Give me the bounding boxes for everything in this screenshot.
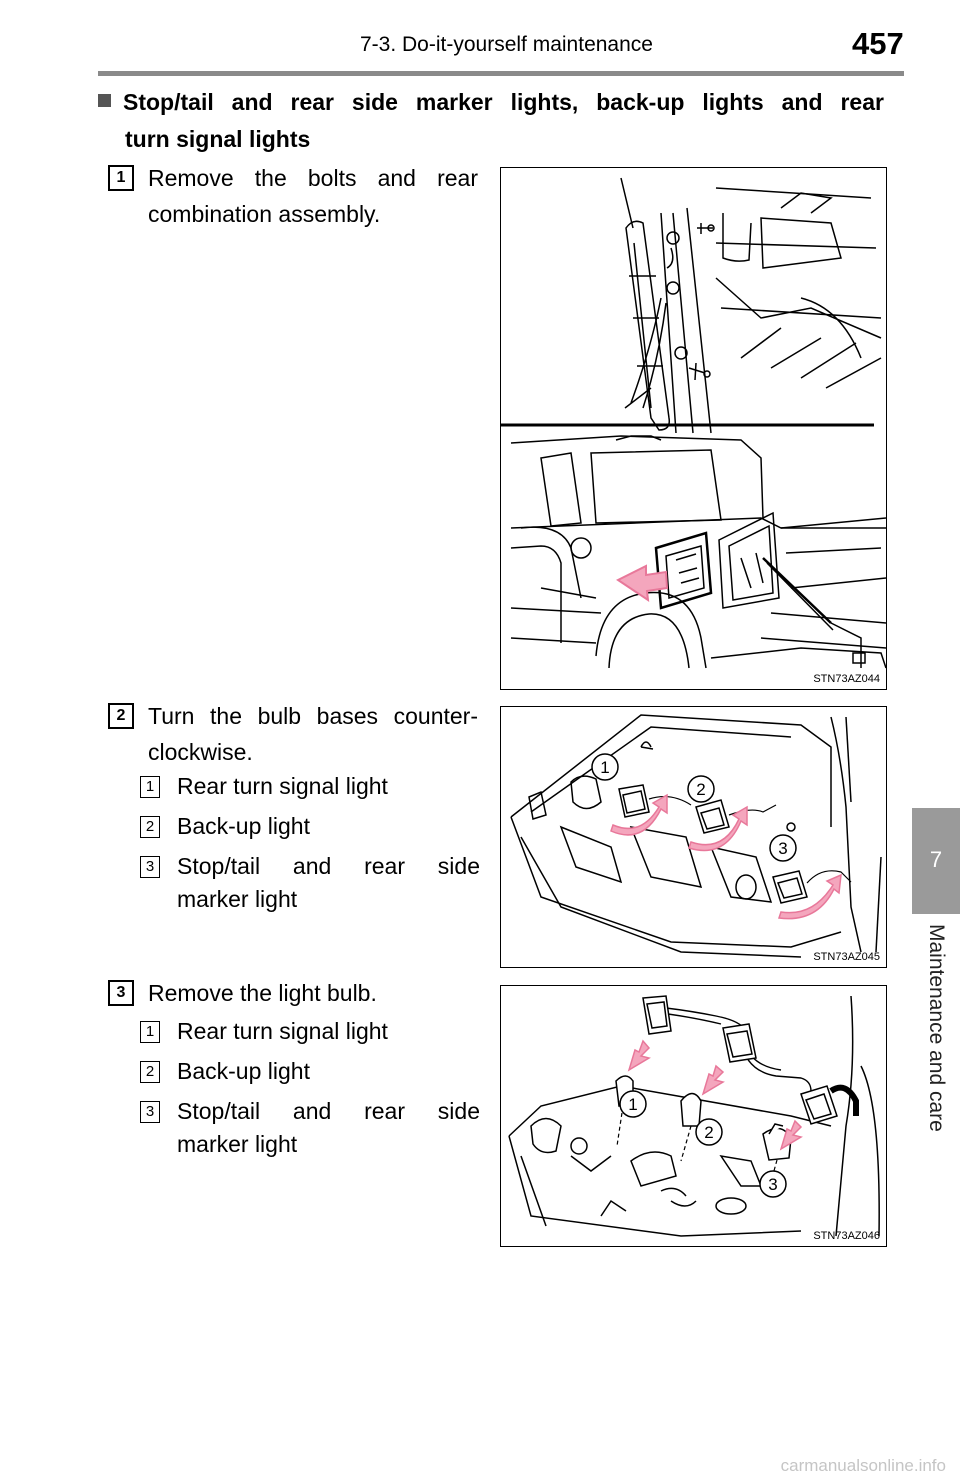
list-item: 2 Back-up light xyxy=(140,810,480,843)
chapter-label-text: Maintenance and care xyxy=(925,924,948,1132)
bulb-base-illustration xyxy=(501,707,886,967)
heading-word: rear xyxy=(290,89,334,115)
list-item: 3 Stop/tail and rear side marker light xyxy=(140,1095,480,1161)
figure-step-1 xyxy=(500,167,887,690)
step-number-badge: 1 xyxy=(108,165,134,191)
heading-word: marker xyxy=(415,89,493,115)
bulb-removal-illustration xyxy=(501,986,886,1246)
page-number: 457 xyxy=(852,26,904,61)
section-heading xyxy=(98,84,884,158)
tail-light-removal-illustration xyxy=(501,168,886,689)
figure-step-2 xyxy=(500,706,887,968)
figure-callout: 1 xyxy=(600,758,610,777)
heading-word: Stop/tail xyxy=(123,89,214,115)
step-number-badge: 3 xyxy=(108,980,134,1006)
heading-word: and xyxy=(781,89,823,115)
figure-callout: 2 xyxy=(696,780,706,799)
heading-line-2: turn signal lights xyxy=(125,126,311,152)
figure-callout: 1 xyxy=(628,1095,638,1114)
list-item: 3 Stop/tail and rear side marker light xyxy=(140,850,480,916)
footer-watermark: carmanualsonline.info xyxy=(780,1456,946,1475)
chapter-tab xyxy=(912,808,960,914)
list-item: 2 Back-up light xyxy=(140,1055,480,1088)
figure-code: STN73AZ044 xyxy=(813,673,880,685)
figure-code: STN73AZ045 xyxy=(813,951,880,963)
square-bullet-icon xyxy=(98,94,111,107)
chapter-label xyxy=(912,924,960,1164)
figure-callout: 3 xyxy=(778,839,788,858)
list-item: 1 Rear turn signal light xyxy=(140,770,480,803)
heading-line-1 xyxy=(98,84,884,121)
header-rule xyxy=(98,71,904,76)
step-3-text: Remove the light bulb. xyxy=(148,980,377,1006)
heading-word: lights, xyxy=(510,89,579,115)
figure-code: STN73AZ046 xyxy=(813,1230,880,1242)
section-title: 7-3. Do-it-yourself maintenance xyxy=(360,33,653,56)
heading-word: back-up xyxy=(596,89,685,115)
heading-word: rear xyxy=(840,89,884,115)
chapter-number: 7 xyxy=(929,847,943,872)
heading-word: lights xyxy=(702,89,764,115)
figure-step-3 xyxy=(500,985,887,1247)
list-item: 1 Rear turn signal light xyxy=(140,1015,480,1048)
figure-callout: 2 xyxy=(704,1123,714,1142)
step-number-badge: 2 xyxy=(108,703,134,729)
curved-arrow-icon xyxy=(611,795,841,919)
step-1-text: Remove the bolts and rear combination assembly. xyxy=(148,165,478,227)
figure-callout: 3 xyxy=(768,1175,778,1194)
step-2-text: Turn the bulb bases counter- clockwise. xyxy=(148,703,478,765)
heading-word: and xyxy=(231,89,273,115)
heading-word: side xyxy=(351,89,398,115)
